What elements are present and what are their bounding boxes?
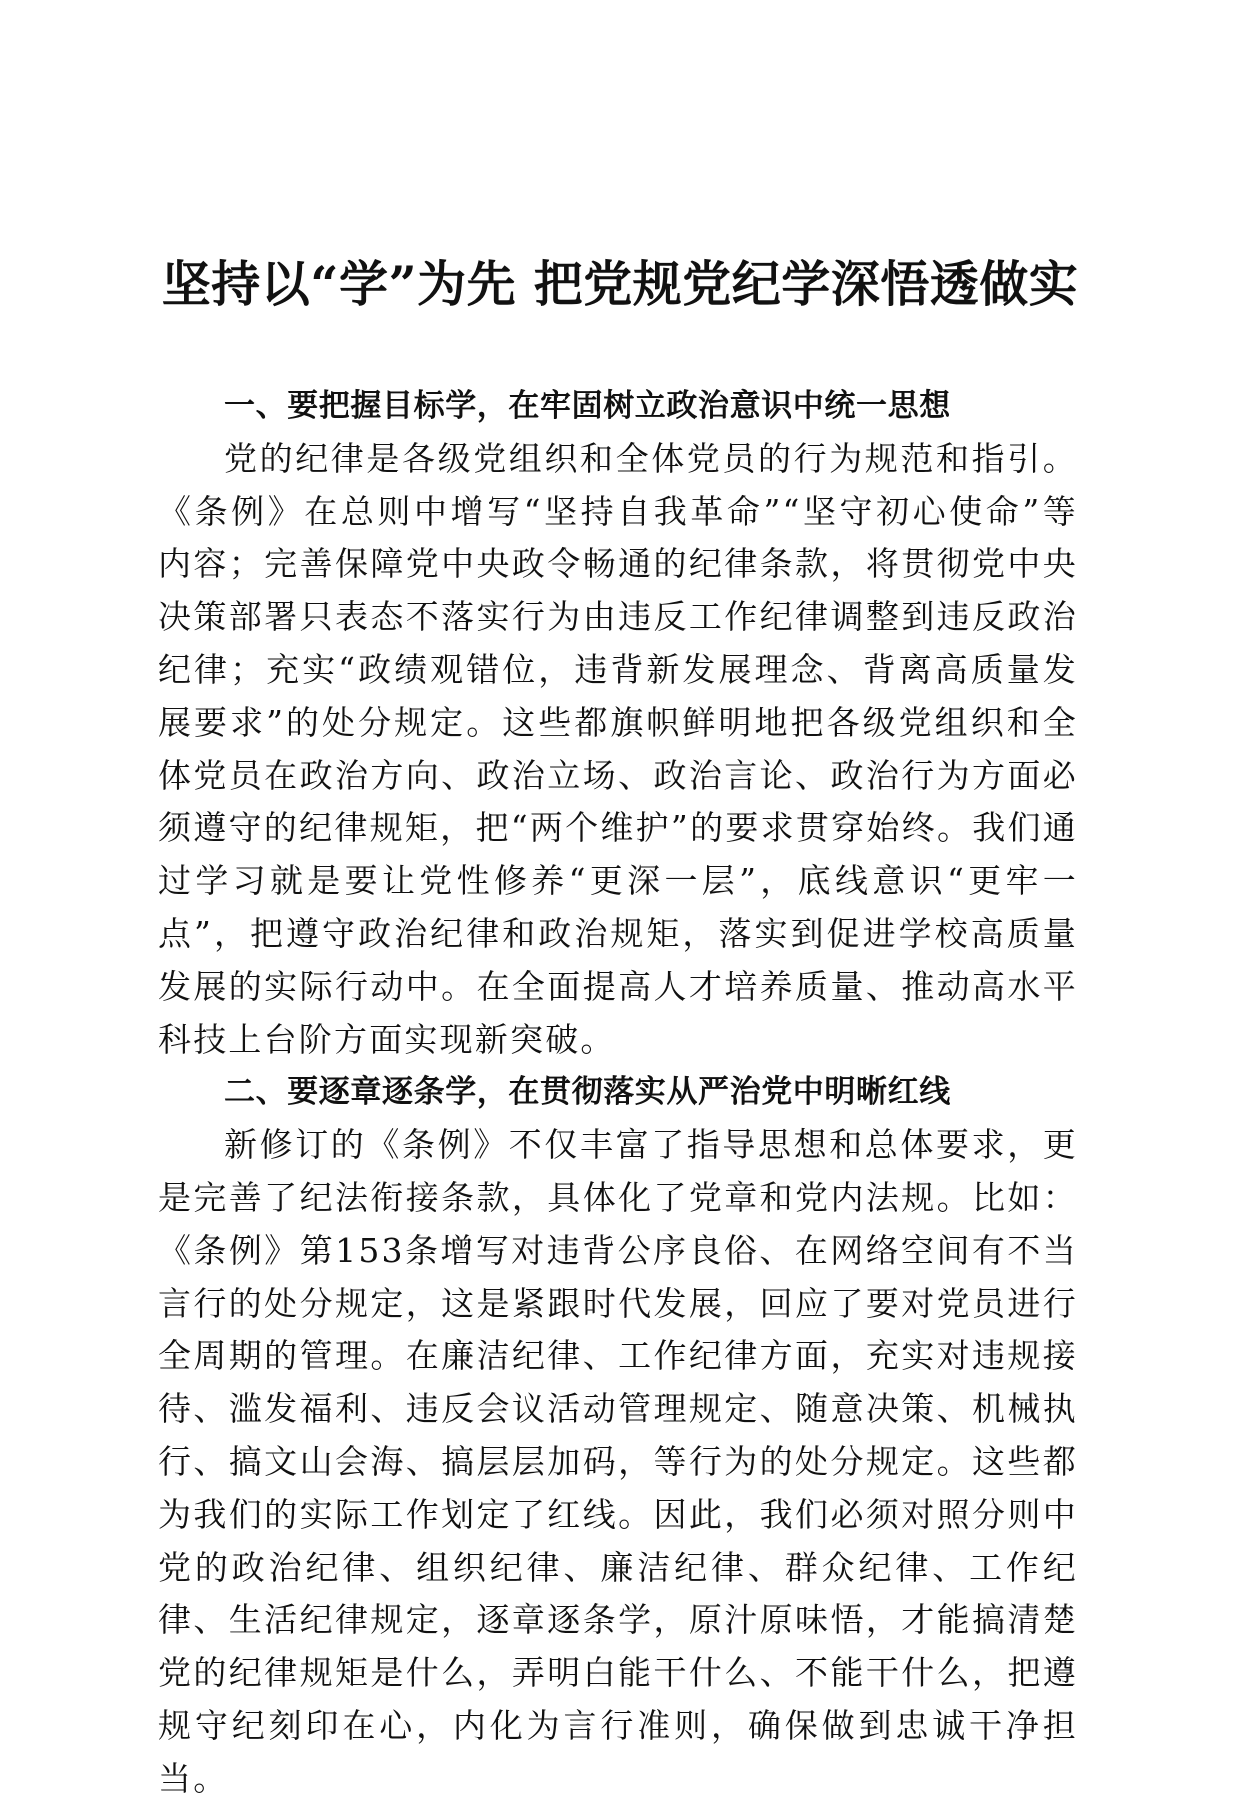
section-paragraph-1: 党的纪律是各级党组织和全体党员的行为规范和指引。《条例》在总则中增写“坚持自我革命”“坚守初心使命”等内容；完善保障党中央政令畅通的纪律条款，将贯彻党中央决策部署只表态不落实行为由违反工作纪律调整到违反政治纪律；充实“政绩观错位，违背新发展理念、背离高质量发展要求”的处分规定。这些都旗帜鲜明地把各级党组织和全体党员在政治方向、政治立场、政治言论、政治行为方面必须遵守的纪律规矩，把“两个维护”的要求贯穿始终。我们通过学习就是要让党性修养“更深一层”，底线意识“更牢一点”，把遵守政治纪律和政治规矩，落实到促进学校高质量发展的实际行动中。在全面提高人才培养质量、推动高水平科技上台阶方面实现新突破。 (158, 438, 1078, 1059)
page-title: 坚持以“学”为先 把党规党纪学深悟透做实 (161, 255, 1079, 313)
section-heading-1: 一、要把握目标学，在牢固树立政治意识中统一思想 (224, 388, 951, 424)
document-body (158, 380, 1078, 1806)
section-heading-2: 二、要逐章逐条学，在贯彻落实从严治党中明晰红线 (224, 1074, 951, 1111)
section-paragraph-2: 新修订的《条例》不仅丰富了指导思想和总体要求，更是完善了纪法衔接条款，具体化了党章和党内法规。比如：《条例》第153条增写对违背公序良俗、在网络空间有不当言行的处分规定，这是紧跟时代发展，回应了要对党员进行全周期的管理。在廉洁纪律、工作纪律方面，充实对违规接待、滥发福利、违反会议活动管理规定、随意决策、机械执行、搞文山会海、搞层层加码，等行为的处分规定。这些都为我们的实际工作划定了红线。因此，我们必须对照分则中党的政治纪律、组织纪律、廉洁纪律、群众纪律、工作纪律、生活纪律规定，逐章逐条学，原汁原味悟，才能搞清楚党的纪律规矩是什么，弄明白能干什么、不能干什么，把遵规守纪刻印在心，内化为言行准则，确保做到忠诚干净担当。 (158, 1125, 1078, 1798)
